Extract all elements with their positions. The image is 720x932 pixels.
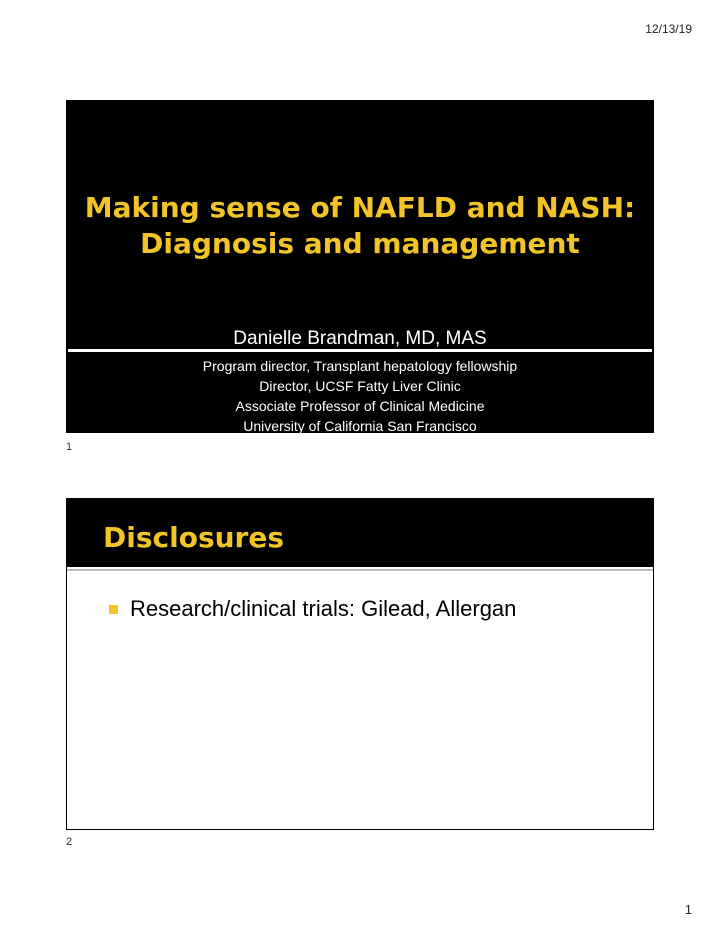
slide-disclosures (66, 498, 654, 830)
title-line-2: Diagnosis and management (140, 227, 580, 260)
bullet-text: Research/clinical trials: Gilead, Allergan (130, 596, 517, 621)
affiliation-line: Director, UCSF Fatty Liver Clinic (259, 378, 461, 394)
slide-number: 2 (66, 836, 73, 848)
page-number: 1 (684, 902, 692, 917)
divider (67, 569, 653, 571)
slide-number: 1 (66, 441, 73, 453)
square-bullet-icon (109, 605, 118, 614)
affiliation-line: University of California San Francisco (243, 418, 477, 434)
title-line-1: Making sense of NAFLD and NASH: (84, 191, 636, 224)
divider (68, 349, 652, 352)
affiliations (66, 356, 654, 436)
slide-title (66, 100, 654, 433)
affiliation-line: Program director, Transplant hepatology fellowship (202, 358, 518, 374)
affiliation-line: Associate Professor of Clinical Medicine (235, 398, 485, 414)
slide-title-heading (66, 190, 654, 262)
header-date: 12/13/19 (645, 22, 692, 36)
bullet-item (109, 596, 516, 622)
slide-heading: Disclosures (103, 521, 285, 554)
presenter-name: Danielle Brandman, MD, MAS (233, 328, 487, 349)
